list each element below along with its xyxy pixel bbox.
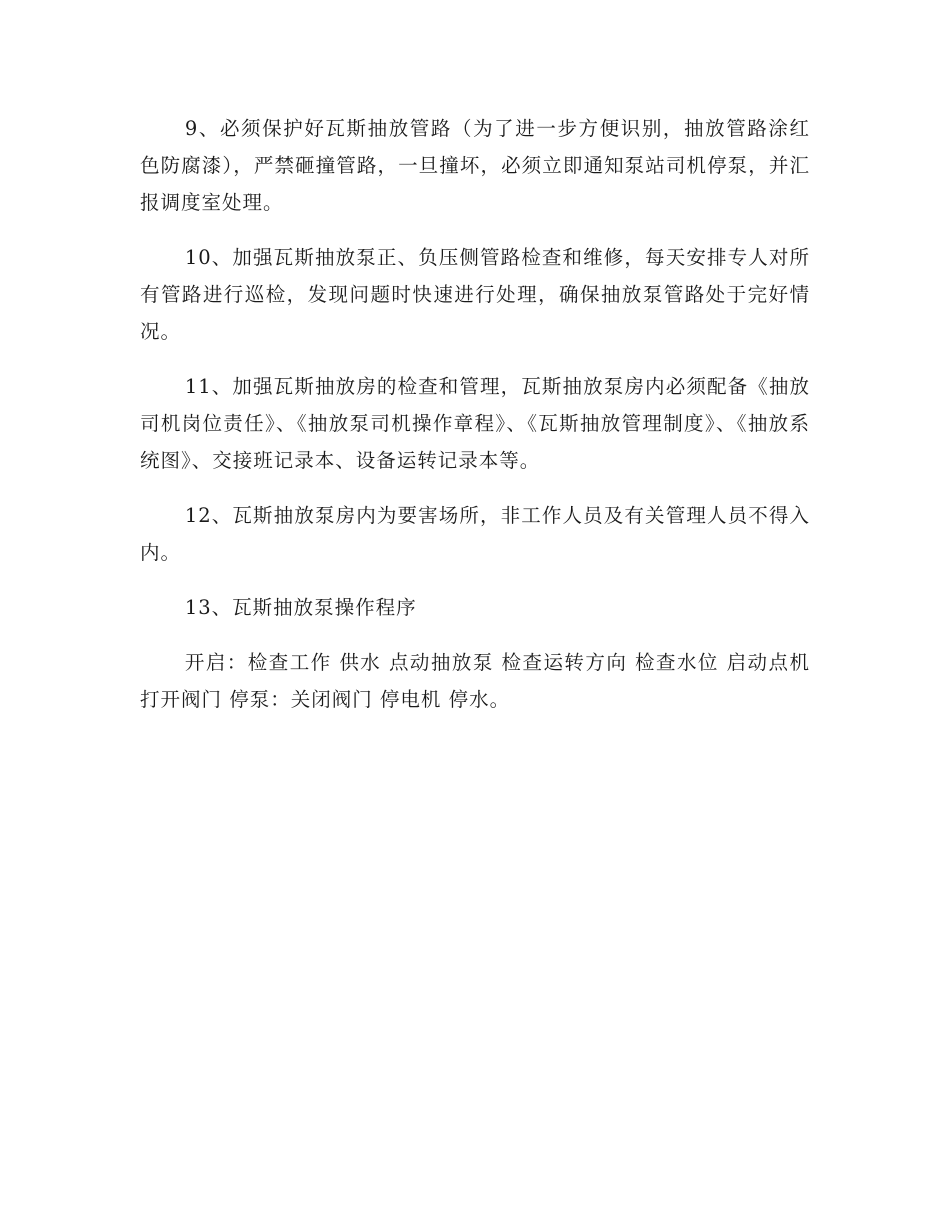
paragraph-item-13: 13、瓦斯抽放泵操作程序 <box>184 596 417 619</box>
paragraph-item-11: 11、加强瓦斯抽放房的检查和管理，瓦斯抽放泵房内必须配备《抽放司机岗位责任》、《抽放泵司机操作章程》、《瓦斯抽放管理制度》、《抽放系统图》、交接班记录本、设备运转记录本等。 <box>140 375 810 472</box>
paragraph-item-9: 9、必须保护好瓦斯抽放管路（为了进一步方便识别，抽放管路涂红色防腐漆），严禁砸撞管路，一旦撞坏，必须立即通知泵站司机停泵，并汇报调度室处理。 <box>140 117 810 214</box>
document-body <box>140 110 810 736</box>
paragraph-operation-steps: 开启：检查工作 供水 点动抽放泵 检查运转方向 检查水位 启动点机 打开阀门 停泵：关闭阀门 停电机 停水。 <box>140 651 810 711</box>
paragraph-item-10: 10、加强瓦斯抽放泵正、负压侧管路检查和维修，每天安排专人对所有管路进行巡检，发现问题时快速进行处理，确保抽放泵管路处于完好情况。 <box>140 246 810 343</box>
paragraph-item-12: 12、瓦斯抽放泵房内为要害场所，非工作人员及有关管理人员不得入内。 <box>140 504 810 564</box>
